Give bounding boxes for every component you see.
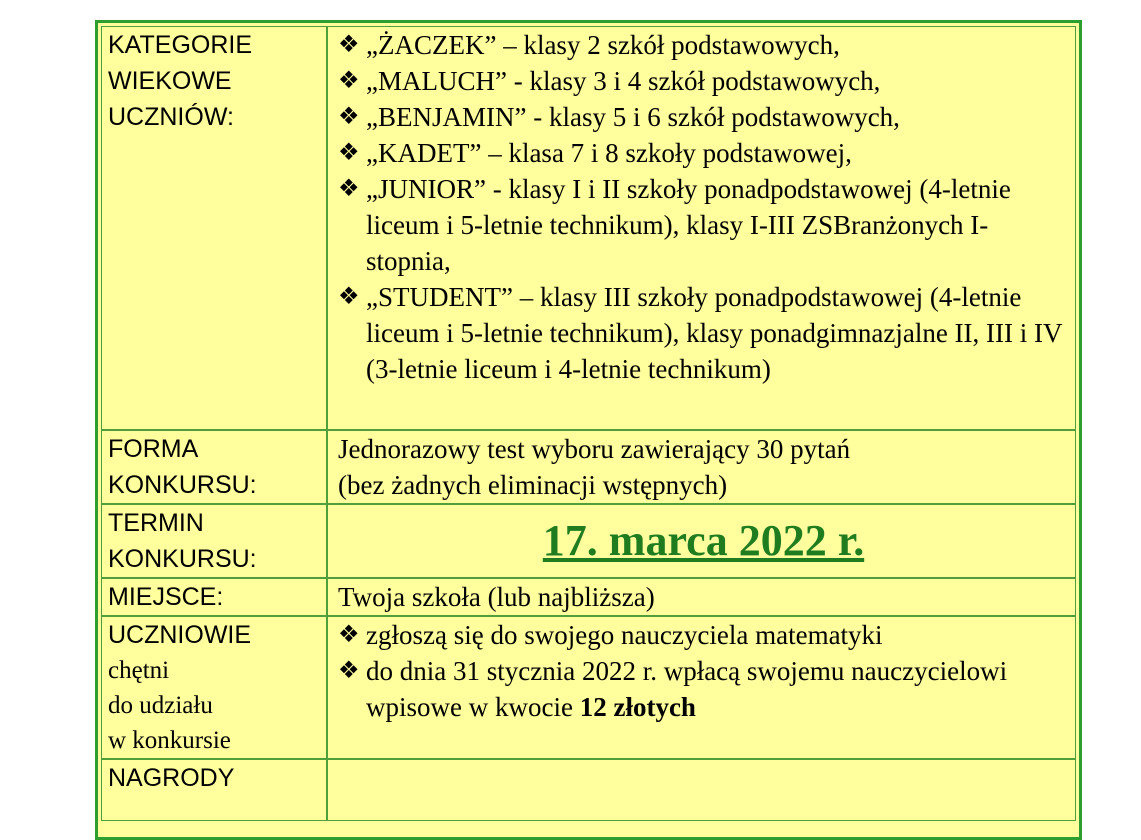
- fee-amount: 12 złotych: [579, 692, 696, 722]
- diamond-bullet-icon: ❖: [338, 176, 360, 202]
- student-list: [338, 617, 1069, 725]
- content-nagrody: [327, 759, 1076, 821]
- list-item: ❖ „ŻACZEK” – klasy 2 szkół podstawowych,: [338, 27, 1069, 63]
- row-termin: [101, 504, 1076, 578]
- label-termin: TERMIN KONKURSU:: [101, 504, 327, 578]
- contest-date: 17. marca 2022 r.: [542, 516, 865, 565]
- category-list: [338, 27, 1069, 387]
- label-forma: FORMA KONKURSU:: [101, 430, 327, 504]
- label-uczniowie: UCZNIOWIE chętni do udziału w konkursie: [101, 616, 327, 759]
- diamond-bullet-icon: ❖: [338, 284, 360, 310]
- diamond-bullet-icon: ❖: [338, 32, 360, 58]
- row-kategorie: [101, 26, 1076, 430]
- row-miejsce: [101, 578, 1076, 616]
- row-nagrody: [101, 759, 1076, 821]
- list-item: ❖ zgłoszą się do swojego nauczyciela matematyki: [338, 617, 1069, 653]
- info-table: [101, 26, 1076, 821]
- diamond-bullet-icon: ❖: [338, 68, 360, 94]
- diamond-bullet-icon: ❖: [338, 658, 360, 684]
- label-nagrody: NAGRODY: [101, 759, 327, 821]
- diamond-bullet-icon: ❖: [338, 140, 360, 166]
- content-kategorie: [327, 26, 1076, 430]
- content-termin: [327, 504, 1076, 578]
- list-item: ❖ „KADET” – klasa 7 i 8 szkoły podstawowej,: [338, 135, 1069, 171]
- label-kategorie: KATEGORIE WIEKOWE UCZNIÓW:: [101, 26, 327, 430]
- label-miejsce: MIEJSCE:: [101, 578, 327, 616]
- content-uczniowie: [327, 616, 1076, 759]
- list-item: ❖ „JUNIOR” - klasy I i II szkoły ponadpodstawowej (4-letnie liceum i 5-letnie technikum), klasy I-III ZSBranżonych I-stopnia,: [338, 171, 1069, 279]
- list-item: ❖ „BENJAMIN” - klasy 5 i 6 szkół podstawowych,: [338, 99, 1069, 135]
- list-item: ❖ „MALUCH” - klasy 3 i 4 szkół podstawowych,: [338, 63, 1069, 99]
- list-item: ❖ do dnia 31 stycznia 2022 r. wpłacą swojemu nauczycielowi wpisowe w kwocie 12 złotych: [338, 653, 1069, 725]
- diamond-bullet-icon: ❖: [338, 622, 360, 648]
- content-forma: Jednorazowy test wyboru zawierający 30 pytań (bez żadnych eliminacji wstępnych): [327, 430, 1076, 504]
- list-item: ❖ „STUDENT” – klasy III szkoły ponadpodstawowej (4-letnie liceum i 5-letnie technikum), klasy ponadgimnazjalne II, III i IV (3-letnie liceum i 4-letnie technikum): [338, 279, 1069, 387]
- content-miejsce: Twoja szkoła (lub najbliższa): [327, 578, 1076, 616]
- row-forma: [101, 430, 1076, 504]
- diamond-bullet-icon: ❖: [338, 104, 360, 130]
- row-uczniowie: [101, 616, 1076, 759]
